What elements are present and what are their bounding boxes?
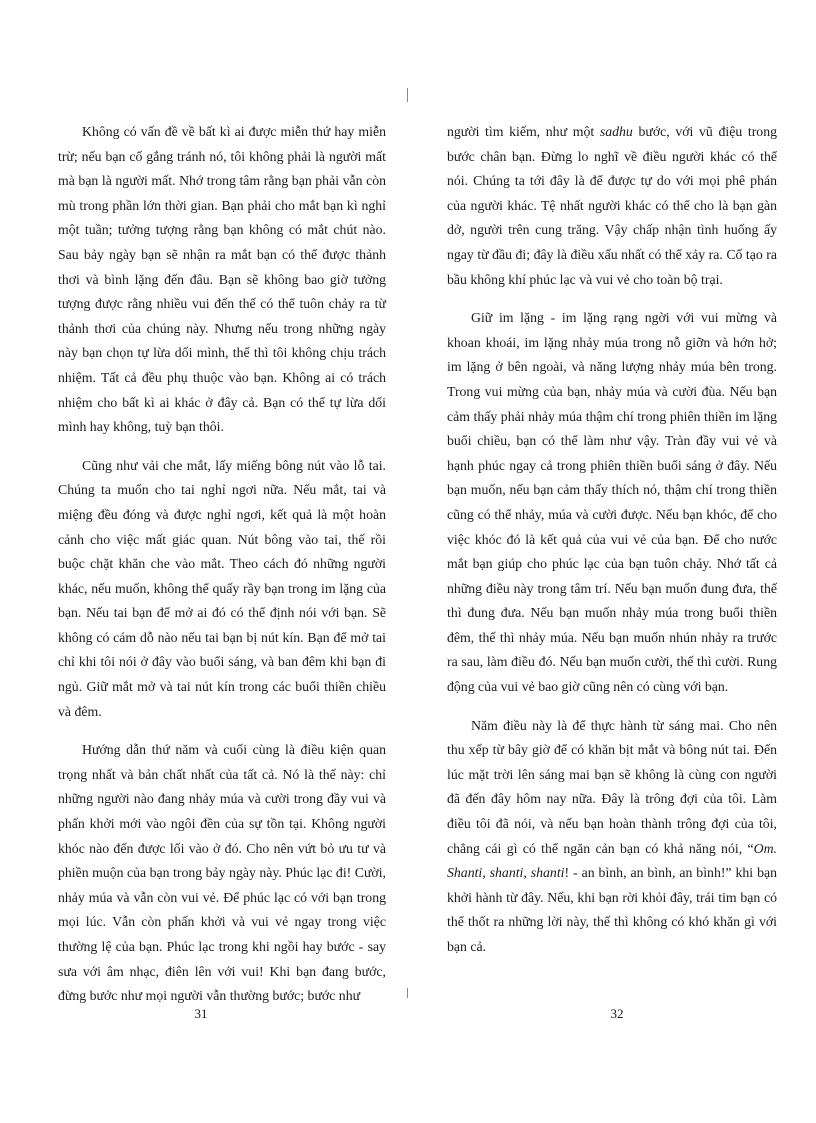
right-p1-text-start: người tìm kiếm, như một xyxy=(447,124,600,139)
left-paragraph-1: Không có vấn đề về bất kì ai được miễn thứ hay miễn trừ; nếu bạn cố gắng tránh nó, tôi không phải là người mất mà bạn là người mất. Nhớ trong tâm rằng bạn phải vẫn còn mù trong phần lớn thời gian. Bạn phải cho mắt bạn kì nghỉ một tuần; tưởng tượng rằng bạn không có mắt chút nào. Sau bảy ngày bạn sẽ nhận ra mắt bạn có thể được thảnh thơi và bình lặng đến đâu. Bạn sẽ không bao giờ tưởng tượng được rằng nhiều vui đến thế có thể tuôn chảy ra từ thảnh thơi của chúng này. Nhưng nếu trong những ngày này bạn chọn tự lừa dối mình, thế thì tôi không chịu trách nhiệm. Tất cả đều phụ thuộc vào bạn. Không ai có trách nhiệm cho bất kì ai khác ở đây cả. Bạn có thể tự lừa dối mình hay không, tuỳ bạn thôi. xyxy=(58,124,386,435)
right-paragraph-1 xyxy=(447,120,777,292)
fold-mark-bottom xyxy=(407,988,408,998)
right-p1-text-end: bước, với vũ điệu trong bước chân bạn. Đừng lo nghĩ về điều người khác có thể nói. Chúng ta tới đây là để được tự do với mọi phê phán của người khác. Tệ nhất người khác có thể cho là bạn gàn dở, người trên cung trăng. Vậy chấp nhận tình huống ấy ngay từ đầu đi; đây là điều xấu nhất có thể xảy ra. Cố tạo ra bầu không khí phúc lạc và vui vẻ cho toàn bộ trại. xyxy=(447,124,777,287)
left-page-column xyxy=(58,120,386,1023)
right-paragraph-3 xyxy=(447,714,777,960)
right-p3-text-start: Năm điều này là để thực hành từ sáng mai. Cho nên thu xếp từ bây giờ để có khăn bịt mắt và bông nút tai. Đến lúc mặt trời lên sáng mai bạn sẽ không là cùng con người đã đến đây hôm nay nữa. Đây là trông đợi của tôi. Làm điều tôi đã nói, và nếu bạn hoàn thành trông đợi của tôi, chẳng cái gì có thể ngăn cản bạn có khả năng nói, “ xyxy=(447,717,777,856)
left-paragraph-3: Hướng dẫn thứ năm và cuối cùng là điều kiện quan trọng nhất và bản chất nhất của tất cả. Nó là thế này: chỉ những người nào đang nhảy múa và cười trong đầy vui và phấn khởi mới vào ngôi đền của sự tồn tại. Không người khóc nào đến được lối vào ở đó. Cho nên vứt bỏ ưu tư và phiền muộn của bạn trong bảy ngày này. Phúc lạc đi! Cười, nhảy múa và vẫn còn vui vẻ. Để phúc lạc có với bạn trong mọi lúc. Vẫn còn phấn khởi và vui vẻ ngay trong việc thường lệ của bạn. Phúc lạc trong khi ngồi hay bước - say sưa với âm nhạc, điên lên với vui! Khi bạn đang bước, đừng bước như mọi người vẫn thường bước; bước như xyxy=(58,742,386,1004)
left-page-number: 31 xyxy=(194,1006,208,1021)
left-paragraph-2: Cũng như vải che mắt, lấy miếng bông nút vào lỗ tai. Chúng ta muốn cho tai nghỉ ngơi nữa. Nếu mắt, tai và miệng đều đóng và được nghỉ ngơi, kết quả là một hoàn cảnh cho việc mất giác quan. Nút bông vào tai, thế rồi buộc chặt khăn che vào mắt. Theo cách đó những người khác, nếu muốn, không thể quấy rầy bạn trong im lặng của bạn. Nếu tai bạn để mở ai đó có thể định nói với bạn. Sẽ không có cám dỗ nào nếu tai bạn bị nút kín. Bạn để mở tai chỉ khi tôi nói ở đây vào buổi sáng, và ban đêm khi bạn đi ngủ. Giữ mắt mở và tai nút kín trong các buổi thiền chiều và đêm. xyxy=(58,457,386,719)
right-p3-text-end: ! - an bình, an bình, an bình!” khi bạn khởi hành từ đây. Nếu, khi bạn rời khỏi đây, trái tim bạn có thể thốt ra những lời này, thế thì không có khó khăn gì với bạn cả. xyxy=(447,865,777,954)
right-p1-italic-term: sadhu xyxy=(599,124,633,139)
right-p3-italic-mantra: Om. Shanti, shanti, shanti xyxy=(447,840,777,881)
right-page-column xyxy=(447,120,777,974)
right-page-number: 32 xyxy=(610,1006,624,1021)
fold-mark-top xyxy=(407,88,408,102)
right-paragraph-2: Giữ im lặng - im lặng rạng ngời với vui mừng và khoan khoái, im lặng nhảy múa trong nỗ giỡn và hớn hở; im lặng ở bên ngoài, và năng lượng nhảy múa bên trong. Trong vui mừng của bạn, nhảy múa và cười đùa. Nếu bạn cảm thấy phải nhảy múa thậm chí trong phiên thiền im lặng buổi chiều, bạn có thể làm như vậy. Tràn đầy vui vẻ và hạnh phúc ngay cả trong phiên thiền buổi sáng ở đây. Nếu bạn muốn, nếu bạn cảm thấy thích nó, thậm chí trong thiền cũng có thể nhảy, múa và cười được. Nếu bạn khóc, để cho việc khóc đó là kết quả của vui vẻ của bạn. Để cho nước mắt bạn giúp cho phúc lạc của bạn tuôn chảy. Nhớ tất cả những điều này trong tâm trí. Nếu bạn muốn đung đưa, thế thì đung đưa. Nếu bạn muốn nhảy múa trong buổi thiền đêm, thế thì nhảy múa. Nếu bạn muốn nhún nhảy ra trước ra sau, làm điều đó. Nếu bạn muốn cười, thế thì cười. Rung động của vui vẻ bao giờ cũng nên có cùng với bạn. xyxy=(447,310,777,695)
